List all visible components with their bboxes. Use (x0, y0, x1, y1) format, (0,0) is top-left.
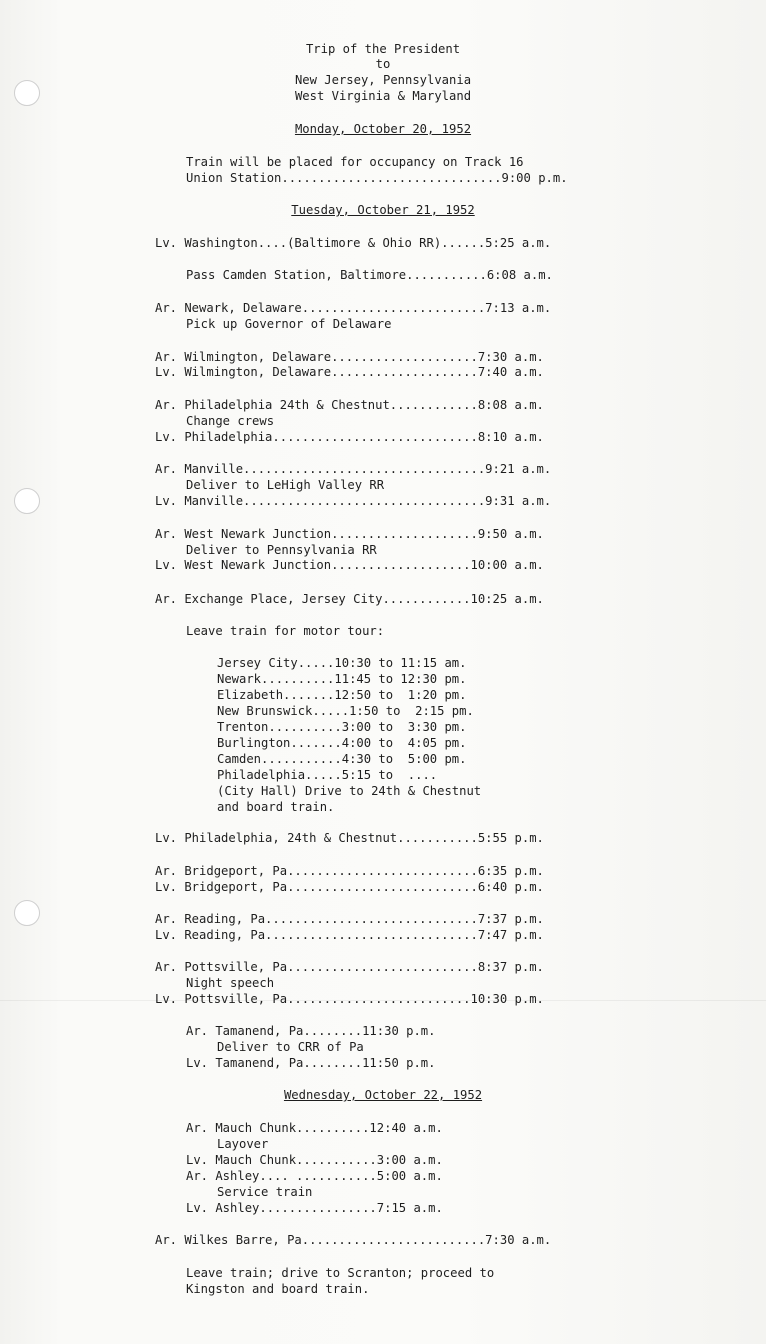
schedule-note: Layover (217, 1137, 269, 1151)
schedule-line: Ar. Pottsville, Pa..........................8:37 p.m. (155, 960, 544, 974)
schedule-line: Ar. West Newark Junction....................9:50 a.m. (155, 527, 544, 541)
tour-line: Trenton..........3:00 to 3:30 pm. (217, 720, 467, 734)
schedule-note: Night speech (186, 976, 275, 990)
schedule-line: Train will be placed for occupancy on Track 16 (186, 155, 524, 169)
tour-line: Jersey City.....10:30 to 11:15 am. (217, 656, 467, 670)
schedule-note: Deliver to LeHigh Valley RR (186, 478, 385, 492)
title-line: New Jersey, Pennsylvania (294, 73, 472, 87)
schedule-line: Lv. Tamanend, Pa........11:50 p.m. (186, 1056, 436, 1070)
schedule-line: Pass Camden Station, Baltimore...........6:08 a.m. (186, 268, 553, 282)
schedule-line: Lv. Wilmington, Delaware....................7:40 a.m. (155, 365, 544, 379)
schedule-line: Lv. Pottsville, Pa.........................10:30 p.m. (155, 992, 544, 1006)
schedule-line: Lv. Reading, Pa.............................7:47 p.m. (155, 928, 544, 942)
schedule-line: Ar. Reading, Pa.............................7:37 p.m. (155, 912, 544, 926)
tour-line: (City Hall) Drive to 24th & Chestnut (217, 784, 482, 798)
punch-hole (14, 900, 40, 926)
schedule-line: Ar. Wilkes Barre, Pa.........................7:30 a.m. (155, 1233, 552, 1247)
title-line: Trip of the President (305, 42, 461, 56)
schedule-line: Lv. Philadelphia, 24th & Chestnut...........5:55 p.m. (155, 831, 544, 845)
tour-line: and board train. (217, 800, 335, 814)
tour-line: Philadelphia.....5:15 to .... (217, 768, 438, 782)
schedule-line: Ar. Bridgeport, Pa..........................6:35 p.m. (155, 864, 544, 878)
schedule-line: Lv. Bridgeport, Pa..........................6:40 p.m. (155, 880, 544, 894)
tour-line: Newark..........11:45 to 12:30 pm. (217, 672, 467, 686)
schedule-line: Lv. Ashley................7:15 a.m. (186, 1201, 443, 1215)
schedule-line: Ar. Tamanend, Pa........11:30 p.m. (186, 1024, 436, 1038)
day-heading: Monday, October 20, 1952 (294, 122, 472, 136)
schedule-line: Lv. Manville.................................9:31 a.m. (155, 494, 552, 508)
schedule-note: Leave train for motor tour: (186, 624, 385, 638)
schedule-note: Deliver to Pennsylvania RR (186, 543, 377, 557)
schedule-note: Change crews (186, 414, 275, 428)
schedule-note: Deliver to CRR of Pa (217, 1040, 364, 1054)
schedule-line: Ar. Exchange Place, Jersey City............10:25 a.m. (155, 592, 544, 606)
schedule-line: Union Station..............................9:00 p.m. (186, 171, 568, 185)
tour-line: Burlington.......4:00 to 4:05 pm. (217, 736, 467, 750)
tour-line: Camden...........4:30 to 5:00 pm. (217, 752, 467, 766)
day-heading: Tuesday, October 21, 1952 (291, 203, 475, 217)
schedule-line: Lv. West Newark Junction...................10:00 a.m. (155, 558, 544, 572)
schedule-line: Lv. Washington....(Baltimore & Ohio RR)......5:25 a.m. (155, 236, 552, 250)
tour-line: Elizabeth.......12:50 to 1:20 pm. (217, 688, 467, 702)
schedule-line: Ar. Philadelphia 24th & Chestnut............8:08 a.m. (155, 398, 544, 412)
schedule-line: Lv. Mauch Chunk...........3:00 a.m. (186, 1153, 443, 1167)
schedule-line: Ar. Mauch Chunk..........12:40 a.m. (186, 1121, 443, 1135)
tour-line: New Brunswick.....1:50 to 2:15 pm. (217, 704, 474, 718)
schedule-line: Ar. Wilmington, Delaware....................7:30 a.m. (155, 350, 544, 364)
schedule-line: Ar. Ashley.... ...........5:00 a.m. (186, 1169, 443, 1183)
schedule-note: Leave train; drive to Scranton; proceed to (186, 1266, 495, 1280)
schedule-line: Ar. Newark, Delaware.........................7:13 a.m. (155, 301, 552, 315)
schedule-note: Pick up Governor of Delaware (186, 317, 392, 331)
schedule-note: Kingston and board train. (186, 1282, 370, 1296)
day-heading: Wednesday, October 22, 1952 (283, 1088, 483, 1102)
schedule-note: Service train (217, 1185, 313, 1199)
punch-hole (14, 488, 40, 514)
title-line: West Virginia & Maryland (294, 89, 472, 103)
title-line: to (375, 57, 391, 71)
schedule-line: Lv. Philadelphia............................8:10 a.m. (155, 430, 544, 444)
schedule-line: Ar. Manville.................................9:21 a.m. (155, 462, 552, 476)
